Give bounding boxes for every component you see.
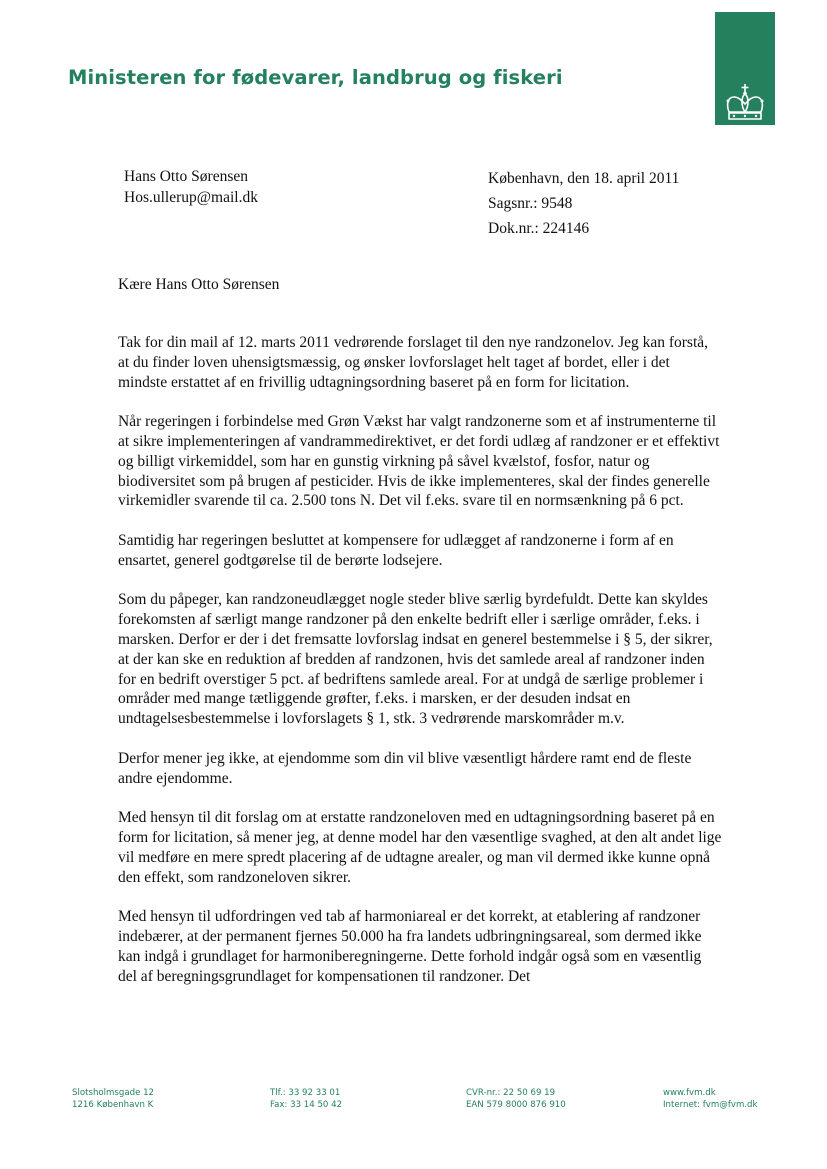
case-number: Sagsnr.: 9548 <box>488 195 573 212</box>
recipient-name: Hans Otto Sørensen <box>124 168 248 185</box>
paragraph: Med hensyn til dit forslag om at erstatte randzoneloven med en udtagningsordning baseret på en form for licitation, så mener jeg, at denne model har den væsentlige svaghed, at den alt andet lige vil medføre en mere spredt placering af de udtagne arealer, og man vil dermed ikke kunne opnå den effekt, som randzoneloven sikrer. <box>118 809 722 886</box>
paragraph: Med hensyn til udfordringen ved tab af harmoniareal er det korrekt, at etablering af randzoner indebærer, at der permanent fjernes 50.000 ha fra landets udbringningsareal, som dermed ikke kan indgå i grundlaget for harmoniberegningerne. Dette forhold indgår også som en væsentlig del af beregningsgrundlaget for kompensationen til randzoner. Det <box>118 908 702 985</box>
place-date: København, den 18. april 2011 <box>488 170 680 187</box>
footer-street: Slotsholmsgade 12 <box>72 1088 155 1098</box>
salutation: Kære Hans Otto Sørensen <box>118 276 280 293</box>
footer-contact <box>270 1088 342 1111</box>
letter-meta <box>488 166 679 241</box>
paragraph: Tak for din mail af 12. marts 2011 vedrørende forslaget til den nye randzonelov. Jeg kan forstå, at du finder loven uhensigtsmæssig, og ønsker lovforslaget helt taget af bordet, eller i det mindste erstattet af en frivillig udtagningsordning baseret på en form for licitation. <box>118 334 709 391</box>
footer-address <box>72 1088 154 1111</box>
paragraph: Når regeringen i forbindelse med Grøn Vækst har valgt randzonerne som et af instrumenterne til at sikre implementeringen af vandrammedirektivet, er det fordi udlæg af randzoner er et effektivt og billigt virkemiddel, som har en gunstig virkning på såvel kvælstof, fosfor, natur og biodiversitet som på brugen af pesticider. Hvis de ikke implementeres, skal der findes generelle virkemidler svarende til ca. 2.500 tons N. Det vil f.eks. svare til en normsænkning på 6 pct. <box>118 413 720 510</box>
recipient-address <box>124 166 258 208</box>
document-number: Dok.nr.: 224146 <box>488 220 590 237</box>
footer-fax: Fax: 33 14 50 42 <box>270 1099 343 1110</box>
recipient-email: Hos.ullerup@mail.dk <box>124 189 258 206</box>
footer-registry <box>466 1088 566 1111</box>
footer-cvr: CVR-nr.: 22 50 69 19 <box>466 1088 556 1098</box>
ministry-title: Ministeren for fødevarer, landbrug og fiskeri <box>68 66 563 89</box>
footer-ean: EAN 579 8000 876 910 <box>466 1099 566 1110</box>
footer-city: 1216 København K <box>72 1099 154 1110</box>
crown-icon <box>722 82 768 128</box>
footer-phone: Tlf.: 33 92 33 01 <box>270 1088 341 1098</box>
ministry-logo <box>715 12 775 125</box>
footer-email: Internet: fvm@fvm.dk <box>663 1099 758 1110</box>
letter-body <box>118 333 722 1006</box>
paragraph: Som du påpeger, kan randzoneudlægget nogle steder blive særlig byrdefuldt. Dette kan skyldes forekomsten af særligt mange randzoner på den enkelte bedrift eller i særlige områder, f.eks. i marsken. Derfor er der i det fremsatte lovforslag indsat en generel bestemmelse i § 5, der sikrer, at der kan ske en reduktion af bredden af randzonen, hvis det samlede areal af randzoner inden for en bedrift overstiger 5 pct. af bedriftens samlede areal. For at undgå de særlige problemer i områder med mange tætliggende grøfter, f.eks. i marsken, er der desuden indsat en undtagelsesbestemmelse i lovforslagets § 1, stk. 3 vedrørende marskområder m.v. <box>118 591 713 728</box>
footer-web <box>663 1088 757 1111</box>
paragraph: Samtidig har regeringen besluttet at kompensere for udlægget af randzonerne i form af en ensartet, generel godtgørelse til de berørte lodsejere. <box>118 531 674 569</box>
footer-website: www.fvm.dk <box>663 1088 716 1098</box>
paragraph: Derfor mener jeg ikke, at ejendomme som din vil blive væsentligt hårdere ramt end de fleste andre ejendomme. <box>118 749 692 787</box>
